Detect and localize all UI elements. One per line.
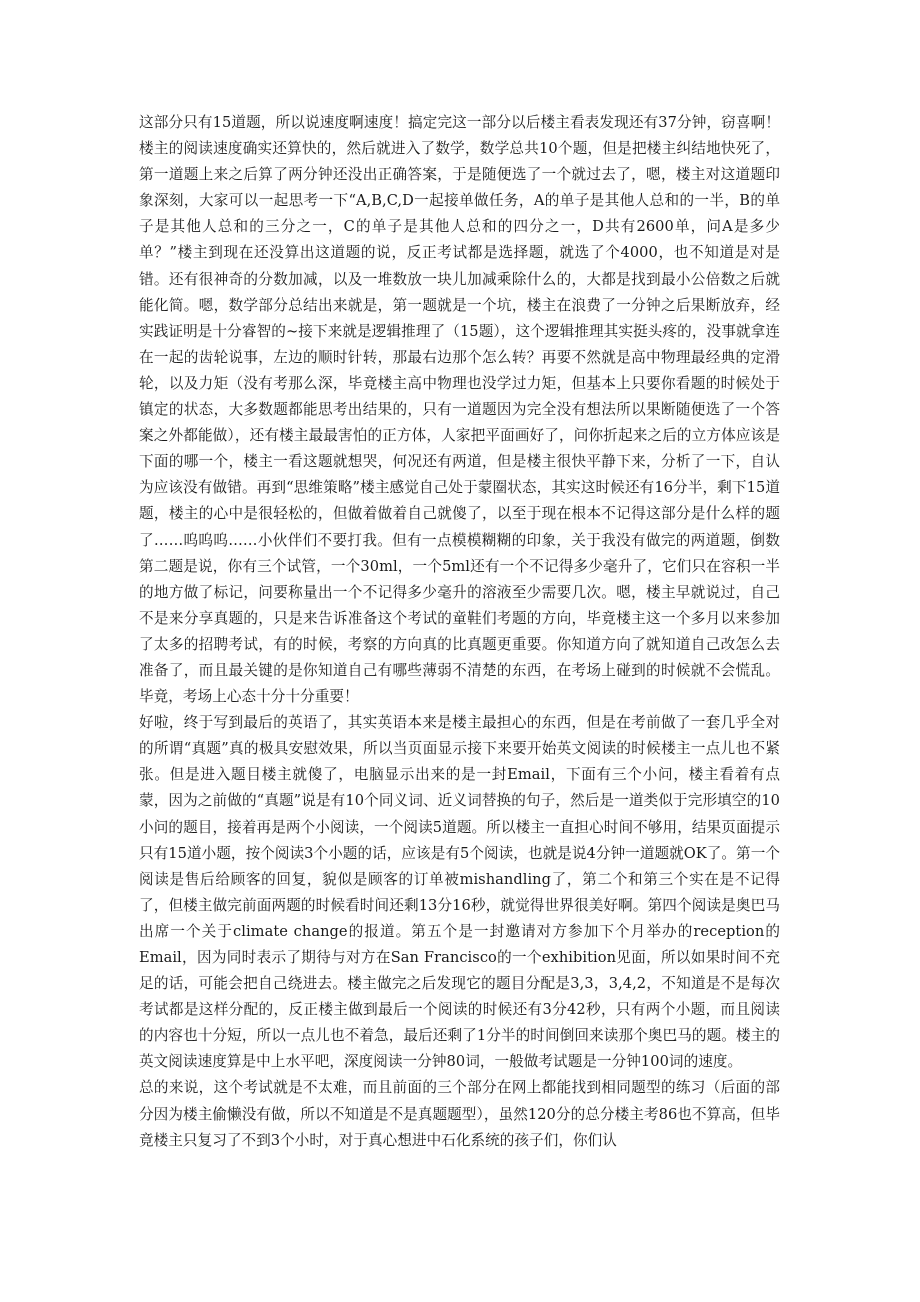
paragraph-summary: 总的来说，这个考试就是不太难，而且前面的三个部分在网上都能找到相同题型的练习（后面的部分因为楼主偷懒没有做，所以不知道是不是真题题型），虽然120分的总分楼主考86也不算高，但毕竟楼主只复习了不到3个小时，对于真心想进中石化系统的孩子们，你们认 — [139, 1079, 780, 1149]
paragraph-math-logic: 这部分只有15道题，所以说速度啊速度！搞定完这一部分以后楼主看表发现还有37分钟，窃喜啊！楼主的阅读速度确实还算快的，然后就进入了数学，数学总共10个题，但是把楼主纠结地快死了，第一道题上来之后算了两分钟还没出正确答案，于是随便选了一个就过去了，嗯，楼主对这道题印象深刻，大家可以一起思考一下“A,B,C,D一起接单做任务，A的单子是其他人总和的一半，B的单子是其他人总和的三分之一，C的单子是其他人总和的四分之一，D共有2600单，问A是多少单？”楼主到现在还没算出这道题的说，反正考试都是选择题，就选了个4000，也不知道是对是错。还有很神奇的分数加减，以及一堆数放一块儿加减乘除什么的，大都是找到最小公倍数之后就能化简。嗯，数学部分总结出来就是，第一题就是一个坑，楼主在浪费了一分钟之后果断放弃，经实践证明是十分睿智的~接下来就是逻辑推理了（15题），这个逻辑推理其实挺头疼的，没事就拿连在一起的齿轮说事，左边的顺时针转，那最右边那个怎么转？再要不然就是高中物理最经典的定滑轮，以及力矩（没有考那么深，毕竟楼主高中物理也没学过力矩，但基本上只要你看题的时候处于镇定的状态，大多数题都能思考出结果的，只有一道题因为完全没有想法所以果断随便选了一个答案之外都能做），还有楼主最最害怕的正方体，人家把平面画好了，问你折起来之后的立方体应该是下面的哪一个，楼主一看这题就想哭，何况还有两道，但是楼主很快平静下来，分析了一下，自认为应该没有做错。再到“思维策略”楼主感觉自己处于蒙圈状态，其实这时候还有16分半，剩下15道题，楼主的心中是很轻松的，但做着做着自己就傻了，以至于现在根本不记得这部分是什么样的题了……呜呜呜……小伙伴们不要打我。但有一点模模糊糊的印象，关于我没有做完的两道题，倒数第二题是说，你有三个试管，一个30ml，一个5ml还有一个不记得多少毫升了，它们只在容积一半的地方做了标记，问要称量出一个不记得多少毫升的溶液至少需要几次。嗯，楼主早就说过，自己不是来分享真题的，只是来告诉准备这个考试的童鞋们考题的方向，毕竟楼主这一个多月以来参加了太多的招聘考试，有的时候，考察的方向真的比真题更重要。你知道方向了就知道自己改怎么去准备了，而且最关键的是你知道自己有哪些薄弱不清楚的东西，在考场上碰到的时候就不会慌乱。毕竟，考场上心态十分十分重要！ — [139, 114, 780, 706]
article-body — [139, 110, 780, 1154]
paragraph-english-reading: 好啦，终于写到最后的英语了，其实英语本来是楼主最担心的东西，但是在考前做了一套几乎全对的所谓“真题”真的极具安慰效果，所以当页面显示接下来要开始英文阅读的时候楼主一点儿也不紧张。但是进入题目楼主就傻了，电脑显示出来的是一封Email，下面有三个小问，楼主看着有点蒙，因为之前做的“真题”说是有10个同义词、近义词替换的句子，然后是一道类似于完形填空的10小问的题目，接着再是两个小阅读，一个阅读5道题。所以楼主一直担心时间不够用，结果页面提示只有15道小题，按个阅读3个小题的话，应该是有5个阅读，也就是说4分钟一道题就OK了。第一个阅读是售后给顾客的回复，貌似是顾客的订单被mishandling了，第二个和第三个实在是不记得了，但楼主做完前面两题的时候看时间还剩13分16秒，就觉得世界很美好啊。第四个阅读是奥巴马出席一个关于climate change的报道。第五个是一封邀请对方参加下个月举办的reception的Email，因为同时表示了期待与对方在San Francisco的一个exhibition见面，所以如果时间不充足的话，可能会把自己绕进去。楼主做完之后发现它的题目分配是3,3，3,4,2，不知道是不是每次考试都是这样分配的，反正楼主做到最后一个阅读的时候还有3分42秒，只有两个小题，而且阅读的内容也十分短，所以一点儿也不着急，最后还剩了1分半的时间倒回来读那个奥巴马的题。楼主的英文阅读速度算是中上水平吧，深度阅读一分钟80词，一般做考试题是一分钟100词的速度。 — [139, 714, 780, 1071]
